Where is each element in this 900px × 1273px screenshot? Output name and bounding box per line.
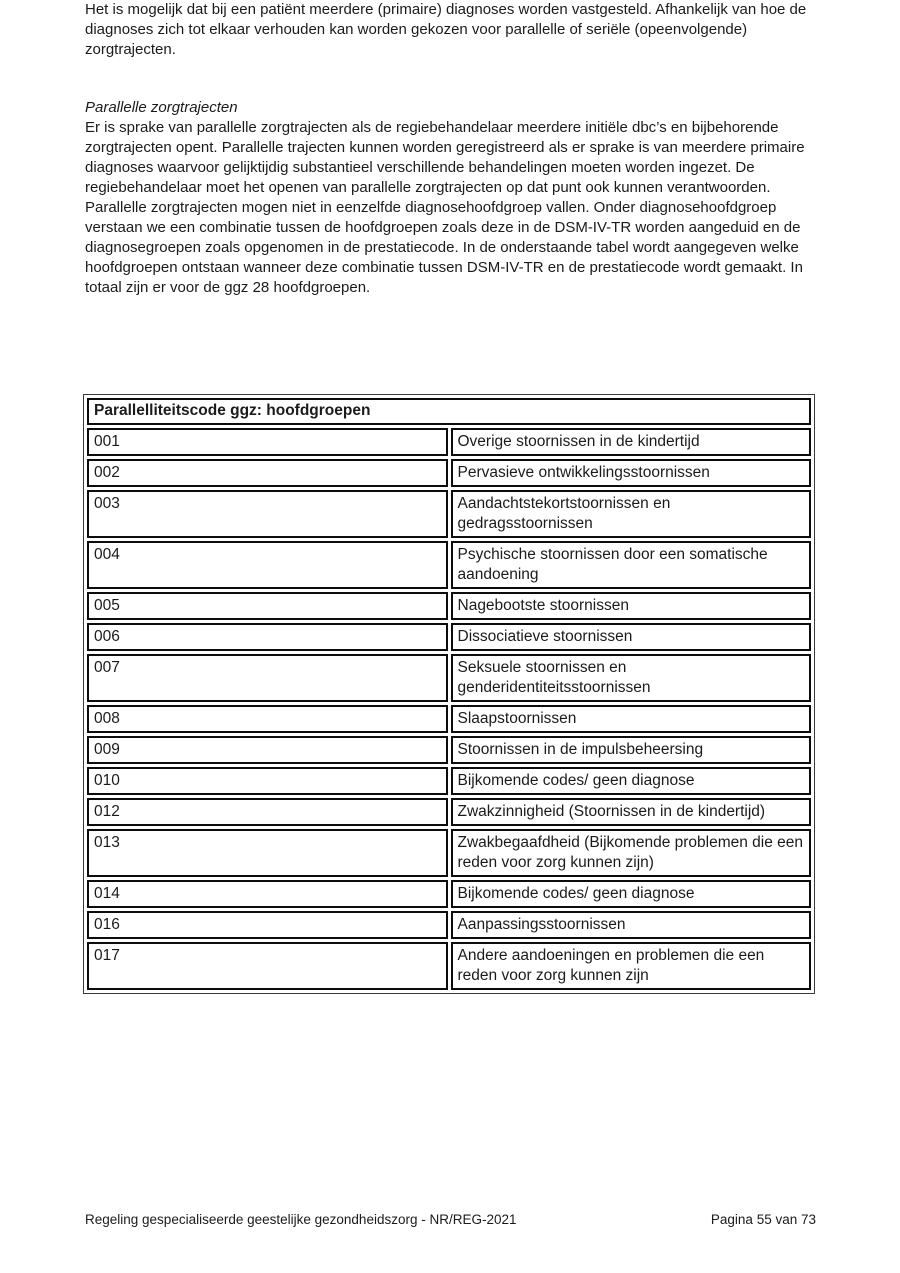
paragraph-intro: Het is mogelijk dat bij een patiënt meerdere (primaire) diagnoses worden vastgesteld. Afhankelijk van hoe de diagnoses zich tot elkaar verhouden kan worden gekozen voor parallelle of seriële (opeenvolgende) zorgtrajecten. [85,1,807,58]
code-cell: 010 [87,767,448,795]
code-cell: 008 [87,705,448,733]
hoofdgroepen-table [83,394,815,994]
desc-cell: Nagebootste stoornissen [451,592,812,620]
table-row [87,911,811,939]
table-row [87,541,811,589]
table-row [87,428,811,456]
table-title: Parallelliteitscode ggz: hoofdgroepen [87,398,811,425]
desc-cell: Overige stoornissen in de kindertijd [451,428,812,456]
code-cell: 003 [87,490,448,538]
table-row [87,736,811,764]
table-row [87,880,811,908]
desc-cell: Andere aandoeningen en problemen die een reden voor zorg kunnen zijn [451,942,812,990]
code-cell: 013 [87,829,448,877]
code-cell: 012 [87,798,448,826]
desc-cell: Zwakzinnigheid (Stoornissen in de kindertijd) [451,798,812,826]
desc-cell: Psychische stoornissen door een somatische aandoening [451,541,812,589]
table-row [87,623,811,651]
table-row [87,490,811,538]
desc-cell: Dissociatieve stoornissen [451,623,812,651]
table-row [87,767,811,795]
table-row [87,459,811,487]
table-header-row [87,398,811,425]
footer-page-number: Pagina 55 van 73 [710,1212,816,1227]
code-cell: 005 [87,592,448,620]
code-cell: 014 [87,880,448,908]
code-cell: 007 [87,654,448,702]
desc-cell: Aanpassingsstoornissen [451,911,812,939]
desc-cell: Slaapstoornissen [451,705,812,733]
desc-cell: Bijkomende codes/ geen diagnose [451,767,812,795]
desc-cell: Seksuele stoornissen en genderidentiteitsstoornissen [451,654,812,702]
code-cell: 006 [87,623,448,651]
table-row [87,942,811,990]
table-row [87,592,811,620]
code-cell: 009 [87,736,448,764]
table-row [87,705,811,733]
code-cell: 004 [87,541,448,589]
desc-cell: Bijkomende codes/ geen diagnose [451,880,812,908]
table-row [87,798,811,826]
code-cell: 002 [87,459,448,487]
code-cell: 016 [87,911,448,939]
desc-cell: Stoornissen in de impulsbeheersing [451,736,812,764]
code-cell: 001 [87,428,448,456]
table-row [87,654,811,702]
section-heading-parallelle-zorgtrajecten: Parallelle zorgtrajecten [85,99,238,116]
code-cell: 017 [87,942,448,990]
paragraph-diagnosehoofdgroep: Parallelle zorgtrajecten mogen niet in eenzelfde diagnosehoofdgroep vallen. Onder diagnosehoofdgroep verstaan we een combinatie tussen de hoofdgroepen zoals deze in de DSM-IV-TR worden aangeduid en de diagnosegroepen zoals opgenomen in de prestatiecode. In de onderstaande tabel wordt aangegeven welke hoofdgroepen ontstaan wanneer deze combinatie tussen DSM-IV-TR en de prestatiecode wordt gemaakt. In totaal zijn er voor de ggz 28 hoofdgroepen. [85,199,803,296]
page-footer [85,1211,816,1228]
desc-cell: Zwakbegaafdheid (Bijkomende problemen die een reden voor zorg kunnen zijn) [451,829,812,877]
footer-document-title: Regeling gespecialiseerde geestelijke gezondheidszorg - NR/REG-2021 [85,1212,517,1227]
page-content [85,0,816,994]
desc-cell: Aandachtstekortstoornissen en gedragsstoornissen [451,490,812,538]
table-row [87,829,811,877]
paragraph-parallelle-zorgtrajecten: Er is sprake van parallelle zorgtrajecten als de regiebehandelaar meerdere initiële dbc’s en bijbehorende zorgtrajecten opent. Parallelle trajecten kunnen worden geregistreerd als er sprake is van meerdere primaire diagnoses waarvoor gelijktijdig substantieel verschillende behandelingen moeten worden ingezet. De regiebehandelaar moet het openen van parallelle zorgtrajecten op dat punt ook kunnen verantwoorden. [85,119,805,196]
desc-cell: Pervasieve ontwikkelingsstoornissen [451,459,812,487]
